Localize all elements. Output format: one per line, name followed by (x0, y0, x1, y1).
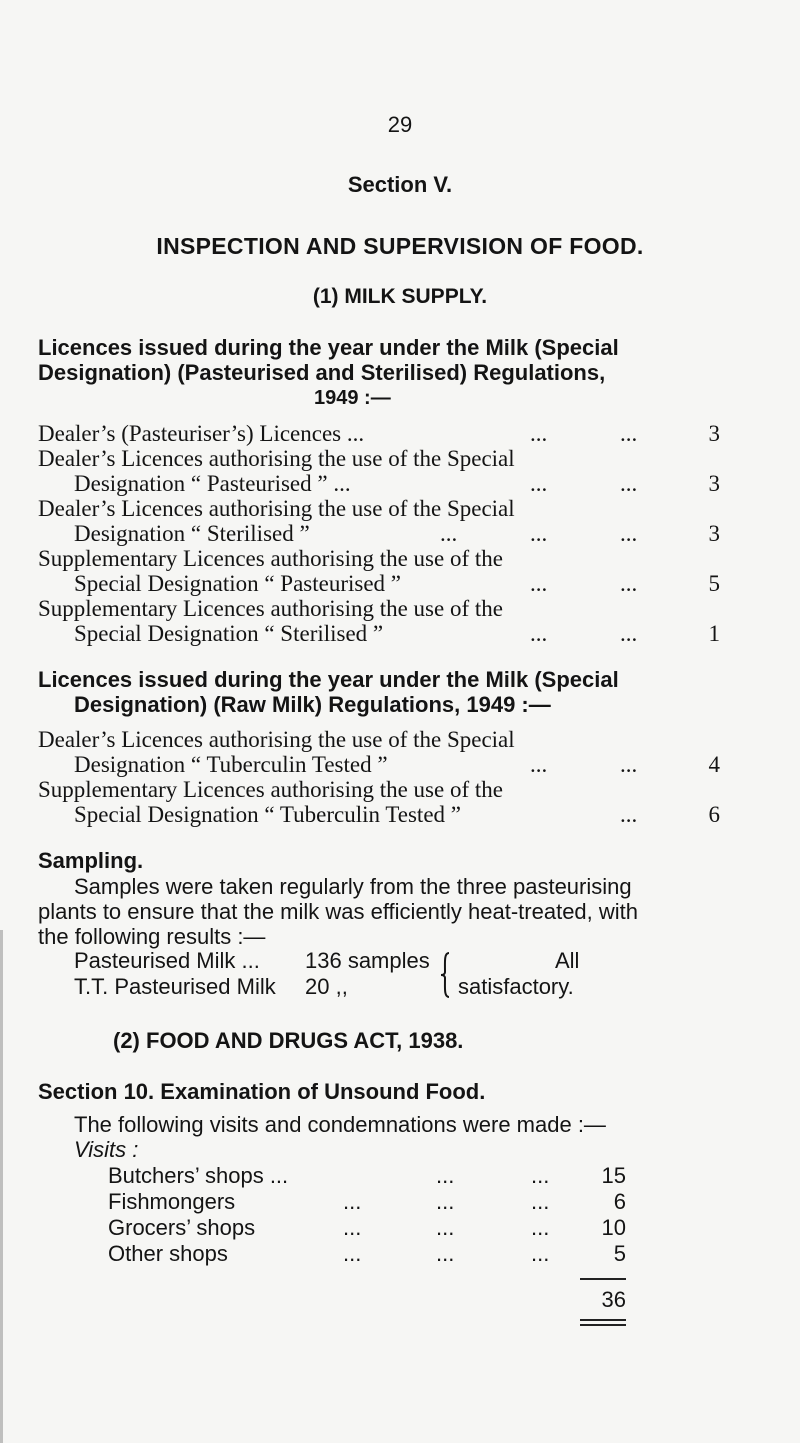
dots: ... (436, 1189, 455, 1214)
licence-item-3-line2: Designation “ Sterilised ” (74, 521, 310, 546)
dots: ... (530, 571, 548, 596)
raw-item-2-value: 6 (708, 802, 720, 827)
dots: ... (436, 1163, 455, 1188)
dots: ... (530, 421, 548, 446)
sampling-row-count: 136 samples (305, 948, 430, 973)
dots: ... (436, 1241, 455, 1266)
block2-heading-line1: Licences issued during the year under the Milk (Special (38, 667, 619, 692)
visit-row-label: Other shops (108, 1241, 228, 1266)
dots: ... (530, 471, 548, 496)
visit-row-value: 15 (601, 1163, 626, 1188)
sampling-text-line1: Samples were taken regularly from the three pasteurising (74, 874, 632, 899)
licence-item-3-value: 3 (708, 521, 720, 546)
licence-item-5: Supplementary Licences authorising the use of the (38, 596, 503, 621)
page-edge-shadow (0, 930, 3, 1443)
licence-item-5-value: 1 (708, 621, 720, 646)
dots: ... (530, 752, 548, 777)
dots: ... (620, 421, 638, 446)
raw-item-2: Supplementary Licences authorising the use of the (38, 777, 503, 802)
raw-item-2-line2: Special Designation “ Tuberculin Tested ” (74, 802, 461, 827)
dots: ... (530, 621, 548, 646)
section-title: Section V. (347, 172, 453, 197)
block1-heading-line1: Licences issued during the year under the Milk (Special (38, 335, 619, 360)
block1-heading-line2: Designation) (Pasteurised and Sterilised) Regulations, (38, 360, 606, 385)
sampling-row-count: 20 ,, (305, 974, 348, 999)
block1-heading-line3: 1949 :— (314, 387, 391, 409)
dots: ... (620, 802, 638, 827)
sampling-row-label: Pasteurised Milk ... (74, 948, 260, 973)
dots: ... (620, 521, 638, 546)
licence-item-5-line2: Special Designation “ Sterilised ” (74, 621, 384, 646)
licence-item-3: Dealer’s Licences authorising the use of the Special (38, 496, 515, 521)
dots: ... (530, 521, 548, 546)
licence-item-2-value: 3 (708, 471, 720, 496)
dots: ... (620, 752, 638, 777)
raw-item-1: Dealer’s Licences authorising the use of the Special (38, 727, 515, 752)
visit-row-label: Butchers’ shops ... (108, 1163, 289, 1188)
visits-total: 36 (601, 1287, 626, 1312)
sampling-heading: Sampling. (38, 848, 144, 873)
dots: ... (343, 1189, 362, 1214)
visit-row-value: 10 (601, 1215, 626, 1240)
dots: ... (531, 1163, 550, 1188)
dots: ... (620, 621, 638, 646)
raw-item-1-line2: Designation “ Tuberculin Tested ” (74, 752, 388, 777)
visits-label: Visits : (74, 1137, 139, 1162)
visit-row-value: 5 (613, 1241, 626, 1266)
sampling-result-line2: satisfactory. (458, 974, 574, 999)
licence-item-4-line2: Special Designation “ Pasteurised ” (74, 571, 402, 596)
double-rule-top (580, 1319, 626, 1321)
visit-row-value: 6 (613, 1189, 626, 1214)
dots: ... (531, 1189, 550, 1214)
sampling-row-label: T.T. Pasteurised Milk (74, 974, 276, 999)
dots: ... (620, 471, 638, 496)
licence-item-4: Supplementary Licences authorising the use of the (38, 546, 503, 571)
food-drugs-heading: (2) FOOD AND DRUGS ACT, 1938. (113, 1028, 464, 1053)
dots: ... (343, 1215, 362, 1240)
dots: ... (531, 1241, 550, 1266)
dots: ... (620, 571, 638, 596)
dots: ... (531, 1215, 550, 1240)
dots: ... (440, 521, 458, 546)
block2-heading-line2: Designation) (Raw Milk) Regulations, 1949 :— (74, 692, 551, 717)
sampling-result-line1: All (555, 948, 580, 973)
section10-intro: The following visits and condemnations were made :— (74, 1112, 606, 1137)
double-rule-bottom (580, 1324, 626, 1326)
licence-item-1: Dealer’s (Pasteuriser’s) Licences ... (38, 421, 365, 446)
licence-item-1-value: 3 (708, 421, 720, 446)
visit-row-label: Fishmongers (108, 1189, 236, 1214)
section10-heading: Section 10. Examination of Unsound Food. (38, 1079, 486, 1104)
sampling-text-line3: the following results :— (38, 924, 266, 949)
licence-item-2: Dealer’s Licences authorising the use of the Special (38, 446, 515, 471)
licence-item-2-line2: Designation “ Pasteurised ” ... (74, 471, 351, 496)
licence-item-4-value: 5 (708, 571, 720, 596)
dots: ... (436, 1215, 455, 1240)
brace-icon (440, 952, 452, 998)
total-rule (580, 1278, 626, 1280)
sampling-text-line2: plants to ensure that the milk was efficiently heat-treated, with (38, 899, 639, 924)
main-heading: INSPECTION AND SUPERVISION OF FOOD. (156, 233, 644, 259)
visit-row-label: Grocers’ shops (108, 1215, 256, 1240)
milk-supply-heading: (1) MILK SUPPLY. (312, 285, 488, 308)
dots: ... (343, 1241, 362, 1266)
raw-item-1-value: 4 (708, 752, 720, 777)
page-number: 29 (387, 112, 413, 137)
